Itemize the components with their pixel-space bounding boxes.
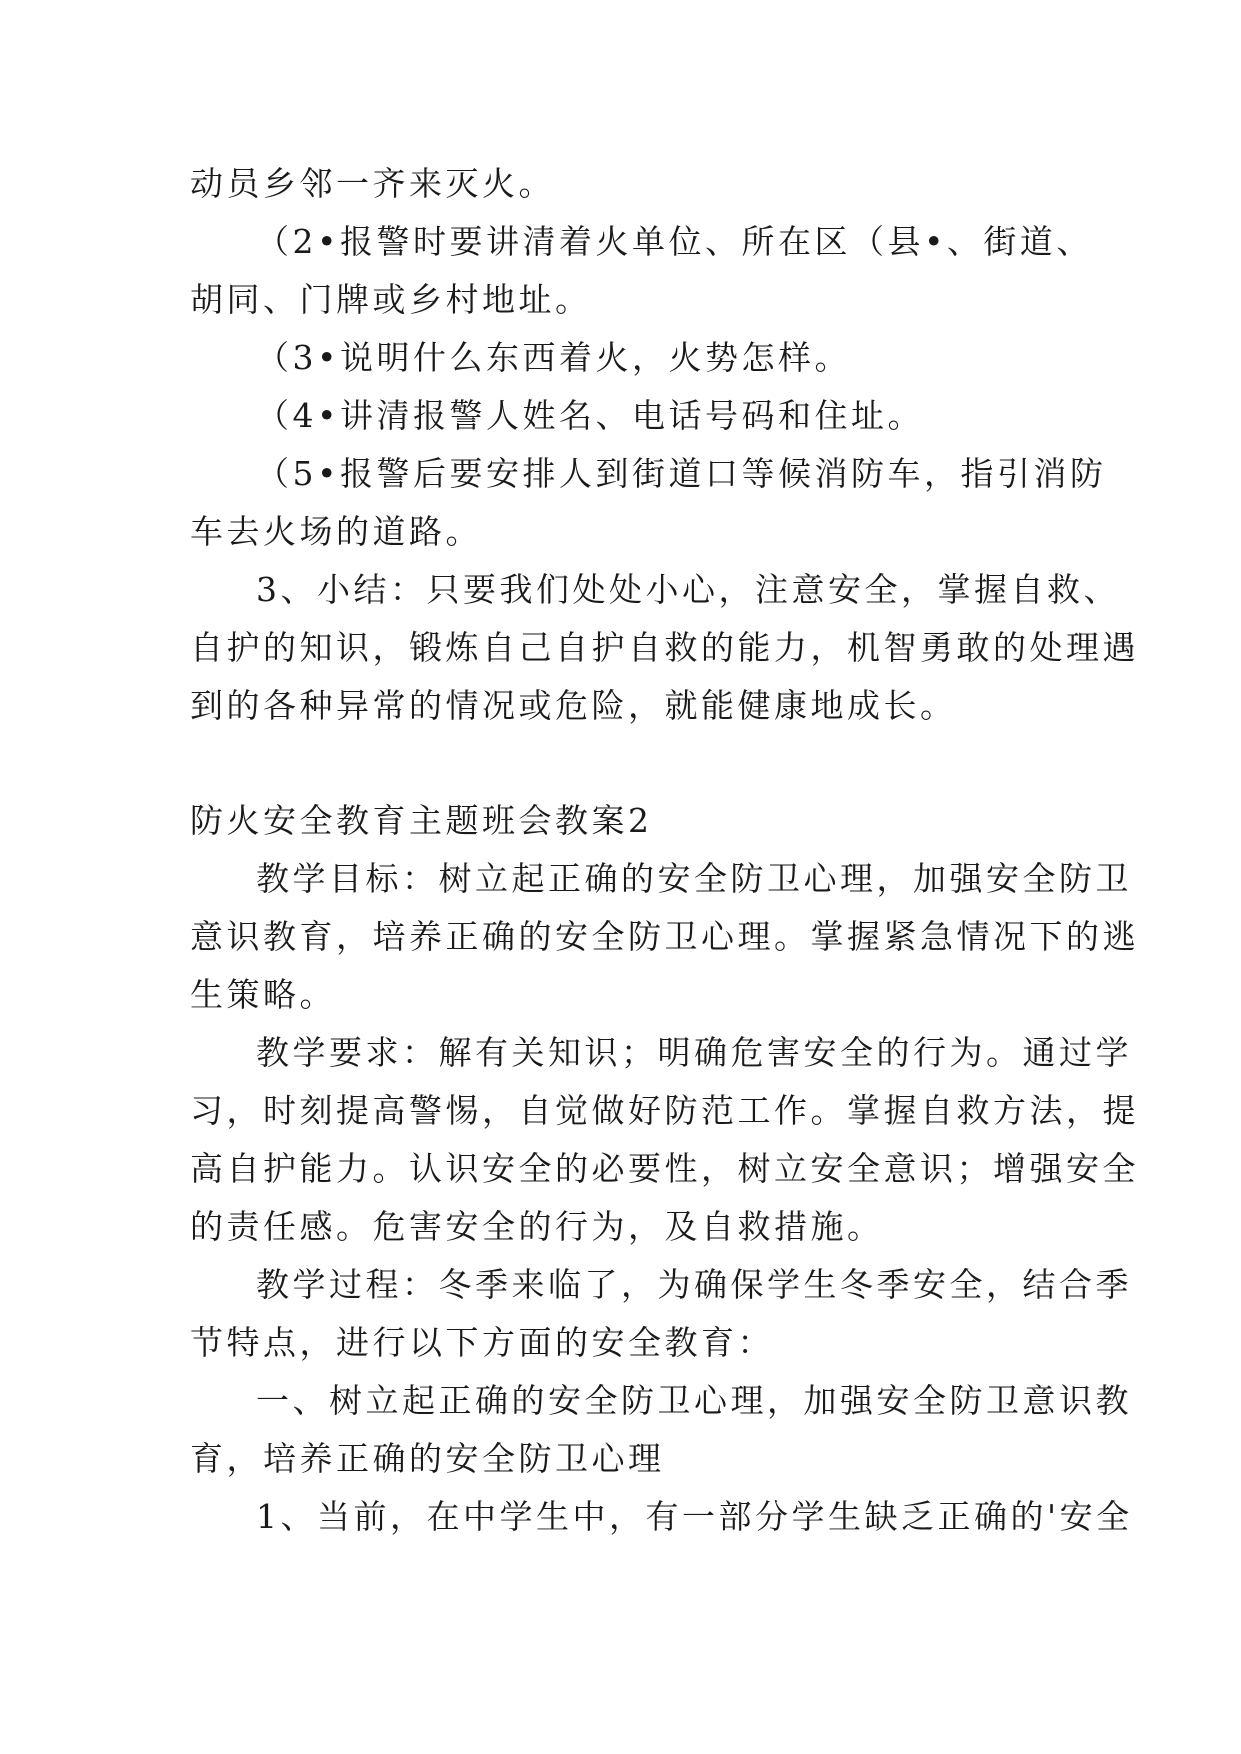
body-text-line: （5•报警后要安排人到街道口等候消防车，指引消防 — [256, 454, 1107, 493]
body-text-line: 1、当前，在中学生中，有一部分学生缺乏正确的'安全 — [256, 1497, 1133, 1536]
body-text-line: 的责任感。危害安全的行为，及自救措施。 — [190, 1207, 884, 1246]
body-text-line: 节特点，进行以下方面的安全教育： — [190, 1323, 774, 1362]
body-text-line: 习，时刻提高警惕，自觉做好防范工作。掌握自救方法，提 — [190, 1091, 1139, 1130]
body-text-line: 教学要求：解有关知识；明确危害安全的行为。通过学 — [256, 1033, 1132, 1072]
body-text-line: 动员乡邻一齐来灭火。 — [190, 164, 555, 203]
body-text-line: 胡同、门牌或乡村地址。 — [190, 280, 592, 319]
body-text-line: 到的各种异常的情况或危险，就能健康地成长。 — [190, 686, 957, 725]
body-text-line: 意识教育，培养正确的安全防卫心理。掌握紧急情况下的逃 — [190, 917, 1139, 956]
body-text-line: 生策略。 — [190, 975, 336, 1014]
section-fire-alarm-steps — [190, 155, 1139, 735]
body-text-line: （4•讲清报警人姓名、电话号码和住址。 — [256, 396, 924, 435]
body-text-line: 3、小结：只要我们处处小心，注意安全，掌握自救、 — [256, 570, 1120, 609]
section-gap — [190, 735, 1050, 792]
body-text-line: 一、树立起正确的安全防卫心理，加强安全防卫意识教 — [256, 1381, 1132, 1420]
body-text-line: 教学目标：树立起正确的安全防卫心理，加强安全防卫 — [256, 859, 1132, 898]
section-heading: 防火安全教育主题班会教案2 — [190, 801, 653, 840]
document-page — [190, 155, 1139, 1546]
body-text-line: 高自护能力。认识安全的必要性，树立安全意识；增强安全 — [190, 1149, 1139, 1188]
section-lesson-plan-2 — [190, 792, 1139, 1546]
body-text-line: （2•报警时要讲清着火单位、所在区（县•、街道、 — [256, 222, 1093, 261]
body-text-line: （3•说明什么东西着火，火势怎样。 — [256, 338, 851, 377]
body-text-line: 育，培养正确的安全防卫心理 — [190, 1439, 665, 1478]
body-text-line: 自护的知识，锻炼自己自护自救的能力，机智勇敢的处理遇 — [190, 628, 1139, 667]
body-text-line: 车去火场的道路。 — [190, 512, 482, 551]
body-text-line: 教学过程：冬季来临了，为确保学生冬季安全，结合季 — [256, 1265, 1132, 1304]
